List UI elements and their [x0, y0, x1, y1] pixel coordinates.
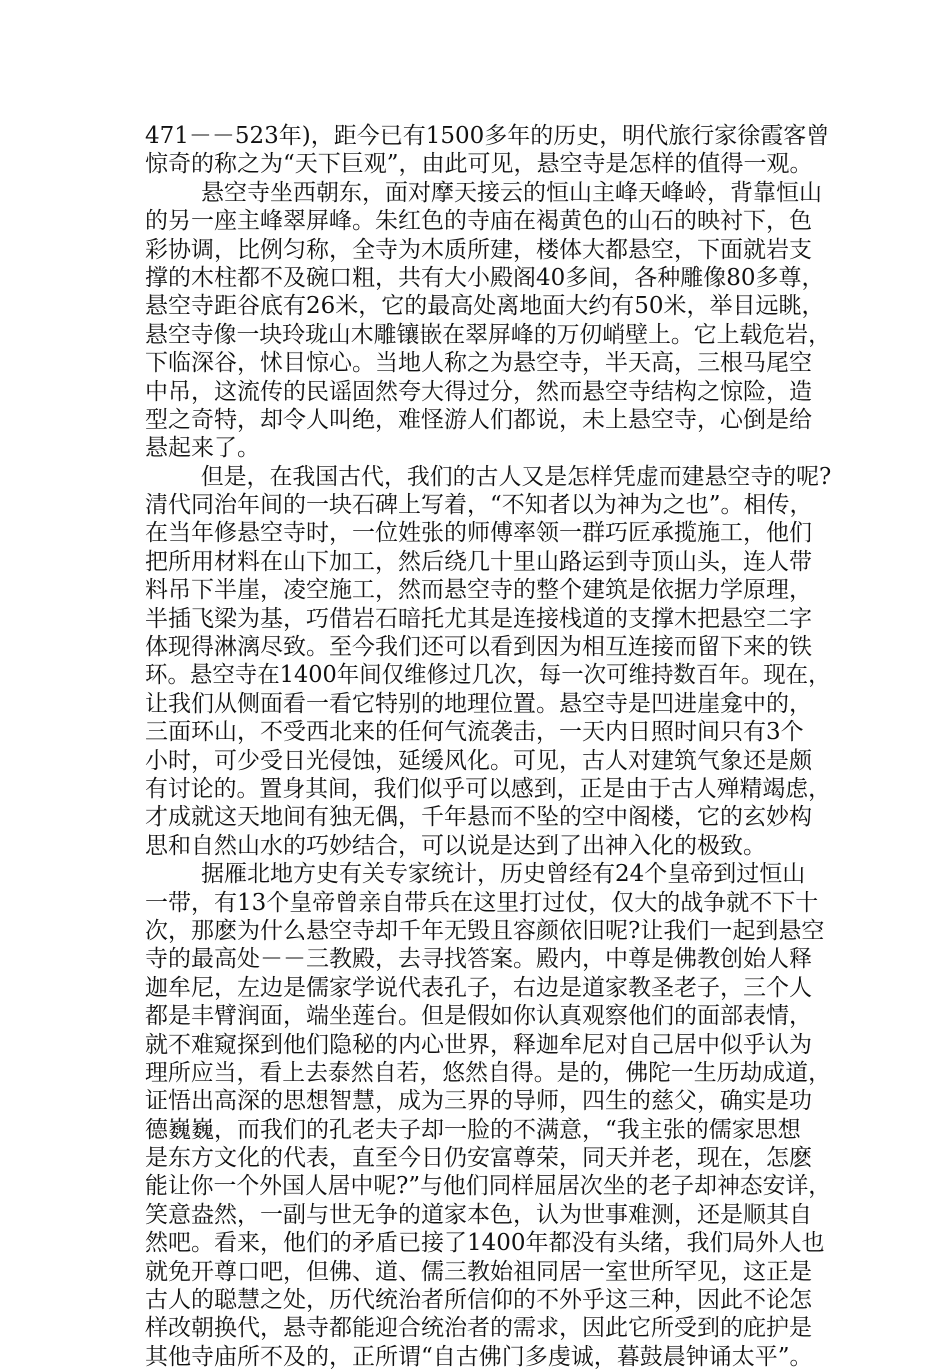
text-line: 都是丰臂润面，端坐莲台。但是假如你认真观察他们的面部表情， — [145, 1003, 812, 1030]
text-line: 能让你一个外国人居中呢?”与他们同样屈居次坐的老子却神态安详， — [145, 1173, 832, 1200]
text-line: 彩协调，比例匀称，全寺为木质所建，楼体大都悬空，下面就岩支 — [145, 236, 812, 263]
text-line: 笑意盎然，一副与世无争的道家本色，认为世事难测，还是顺其自 — [145, 1201, 812, 1228]
text-line: 德巍巍，而我们的孔老夫子却一脸的不满意，“我主张的儒家思想 — [145, 1116, 801, 1143]
paragraph-1 — [145, 122, 831, 179]
text-line: 让我们从侧面看一看它特别的地理位置。悬空寺是凹进崖龛中的， — [145, 690, 812, 717]
text-line: 证悟出高深的思想智慧，成为三界的导师，四生的慈父，确实是功 — [145, 1088, 812, 1115]
text-line: 才成就这天地间有独无偶，千年悬而不坠的空中阁楼，它的玄妙构 — [145, 804, 812, 831]
text-line: 半插飞梁为基，巧借岩石暗托尤其是连接栈道的支撑木把悬空二字 — [145, 605, 812, 632]
text-line: 但是，在我国古代，我们的古人又是怎样凭虚而建悬空寺的呢? — [200, 463, 832, 490]
text-line: 清代同治年间的一块石碑上写着，“不知者以为神为之也”。相传， — [145, 492, 813, 519]
article-body — [145, 122, 831, 1371]
text-line: 的另一座主峰翠屏峰。朱红色的寺庙在褐黄色的山石的映衬下，色 — [145, 208, 812, 235]
text-line: 样改朝换代，悬寺都能迎合统治者的需求，因此它所受到的庇护是 — [145, 1315, 812, 1342]
text-line: 型之奇特，却令人叫绝，难怪游人们都说，未上悬空寺，心倒是给 — [145, 406, 812, 433]
text-line: 惊奇的称之为“天下巨观”，由此可见，悬空寺是怎样的值得一观。 — [145, 151, 813, 178]
text-line: 体现得淋漓尽致。至今我们还可以看到因为相互连接而留下来的铁 — [145, 634, 812, 661]
text-line: 据雁北地方史有关专家统计，历史曾经有24个皇帝到过恒山 — [201, 861, 806, 888]
paragraph-2 — [145, 179, 831, 463]
text-line: 思和自然山水的巧妙结合，可以说是达到了出神入化的极致。 — [145, 832, 766, 859]
text-line: 料吊下半崖，凌空施工，然而悬空寺的整个建筑是依据力学原理， — [145, 577, 812, 604]
text-line: 小时，可少受日光侵蚀，延缓风化。可见，古人对建筑气象还是颇 — [145, 747, 812, 774]
text-line: 然吧。看来，他们的矛盾已接了1400年都没有头绪，我们局外人也 — [145, 1230, 825, 1257]
text-line: 寺的最高处－－三教殿，去寻找答案。殿内，中尊是佛教创始人释 — [145, 946, 812, 973]
text-line: 悬空寺距谷底有26米，它的最高处离地面大约有50米，举目远眺， — [145, 293, 825, 320]
text-line: 是东方文化的代表，直至今日仍安富尊荣，同天并老，现在，怎麽 — [145, 1145, 812, 1172]
text-line: 三面环山，不受西北来的任何气流袭击，一天内日照时间只有3个 — [145, 719, 804, 746]
text-line: 把所用材料在山下加工，然后绕几十里山路运到寺顶山头，连人带 — [145, 548, 812, 575]
paragraph-3 — [145, 463, 831, 860]
text-line: 中吊，这流传的民谣固然夸大得过分，然而悬空寺结构之惊险，造 — [145, 378, 812, 405]
text-line: 悬空寺坐西朝东，面对摩天接云的恒山主峰天峰岭，背靠恒山 — [201, 179, 822, 206]
text-line: 下临深谷，怵目惊心。当地人称之为悬空寺，半天高，三根马尾空 — [145, 350, 812, 377]
text-line: 在当年修悬空寺时，一位姓张的师傅率领一群巧匠承揽施工，他们 — [145, 520, 812, 547]
text-line: 有讨论的。置身其间，我们似乎可以感到，正是由于古人殚精竭虑， — [145, 775, 831, 802]
text-line: 次，那麽为什么悬空寺却千年无毁且容颜依旧呢?让我们一起到悬空 — [145, 917, 825, 944]
text-line: 古人的聪慧之处，历代统治者所信仰的不外乎这三种，因此不论怎 — [145, 1287, 812, 1314]
text-line: 就不难窥探到他们隐秘的内心世界，释迦牟尼对自己居中似乎认为 — [145, 1031, 812, 1058]
text-line: 理所应当，看上去泰然自若，悠然自得。是的，佛陀一生历劫成道， — [145, 1059, 831, 1086]
text-line: 就免开尊口吧，但佛、道、儒三教始祖同居一室世所罕见，这正是 — [145, 1258, 812, 1285]
text-line: 其他寺庙所不及的，正所谓“自古佛门多虔诚，暮鼓晨钟诵太平”。 — [145, 1343, 813, 1370]
text-line: 撑的木柱都不及碗口粗，共有大小殿阁40多间，各种雕像80多尊， — [145, 264, 825, 291]
text-line: 悬起来了。 — [145, 435, 260, 462]
text-line: 一带，有13个皇帝曾亲自带兵在这里打过仗，仅大的战争就不下十 — [145, 889, 819, 916]
text-line: 悬空寺像一块玲珑山木雕镶嵌在翠屏峰的万仞峭壁上。它上载危岩， — [145, 321, 831, 348]
text-line: 迦牟尼，左边是儒家学说代表孔子，右边是道家教圣老子，三个人 — [145, 974, 812, 1001]
text-line: 环。悬空寺在1400年间仅维修过几次，每一次可维持数百年。现在， — [145, 662, 831, 689]
text-line: 471－－523年)，距今已有1500多年的历史，明代旅行家徐霞客曾 — [145, 123, 830, 149]
paragraph-4 — [145, 860, 831, 1371]
